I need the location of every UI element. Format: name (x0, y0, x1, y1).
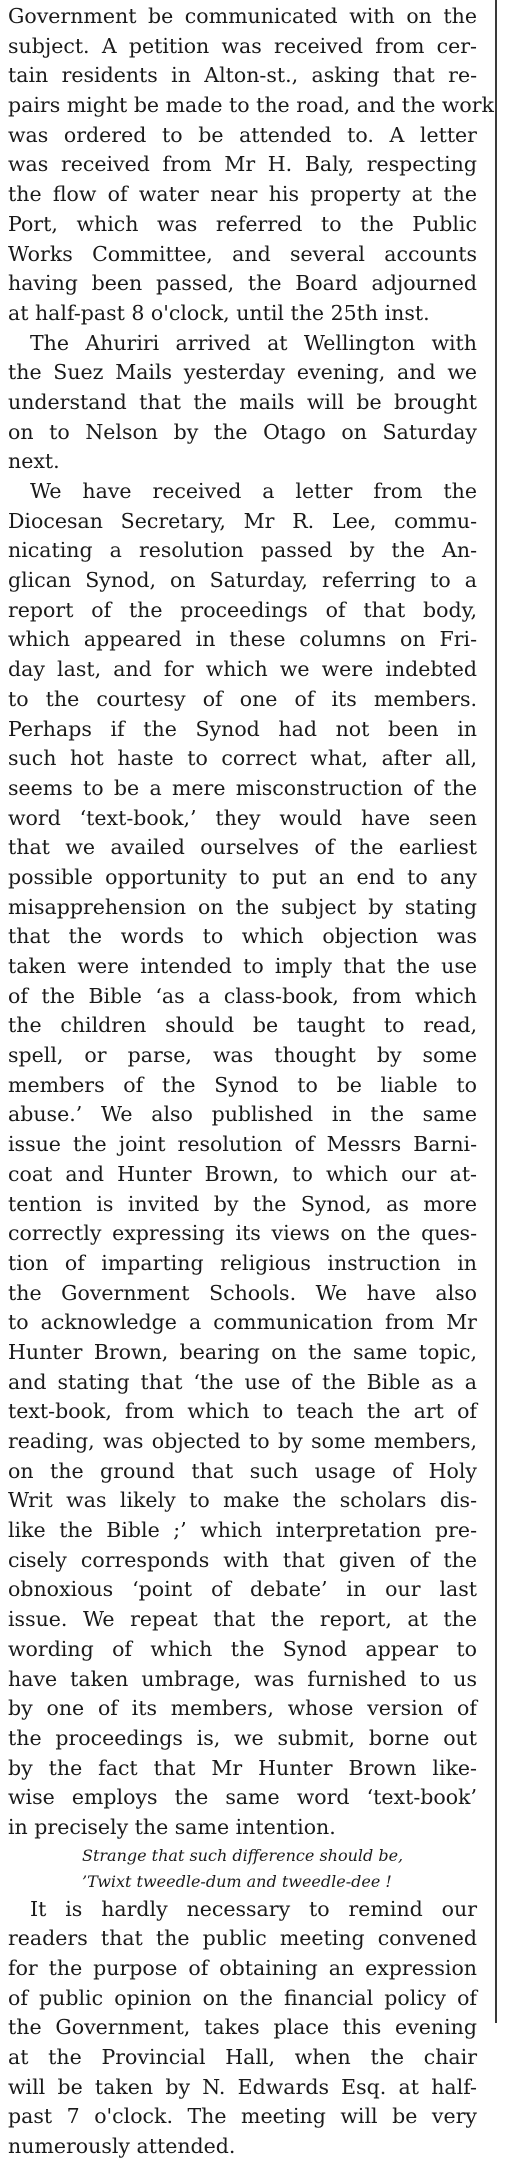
text-line: such hot haste to correct what, after all, (8, 746, 477, 771)
text-line: to the courtesy of one of its members. (8, 686, 477, 711)
text-line: wise employs the same word ‘text-book’ (8, 1785, 477, 1810)
text-line: coat and Hunter Brown, to which our at- (8, 1161, 477, 1186)
text-line: Port, which was referred to the Public (8, 211, 477, 236)
text-line: that we availed ourselves of the earliest (8, 835, 477, 860)
text-line: on to Nelson by the Otago on Saturday (8, 419, 477, 444)
text-line: obnoxious ‘point of debate’ in our last (8, 1577, 477, 1602)
text-line: subject. A petition was received from cer- (8, 33, 477, 58)
text-line: that the words to which objection was (8, 924, 477, 949)
text-line: in precisely the same intention. (8, 1814, 336, 1839)
text-line: report of the proceedings of that body, (8, 597, 477, 622)
text-line: the Suez Mails yesterday evening, and we (8, 360, 477, 385)
text-line: by the fact that Mr Hunter Brown like- (8, 1755, 477, 1780)
text-line: on the ground that such usage of Holy (8, 1458, 477, 1483)
text-line: Government be communicated with on the (8, 4, 477, 28)
text-line: glican Synod, on Saturday, referring to a (8, 568, 477, 593)
text-line: misapprehension on the subject by stating (8, 894, 477, 919)
text-line: numerously attended. (8, 2134, 236, 2159)
text-line: tain residents in Alton-st., asking that re- (8, 63, 477, 88)
text-line: the flow of water near his property at the (8, 182, 477, 207)
text-line: members of the Synod to be liable to (8, 1072, 477, 1097)
text-line: the Government Schools. We have also (8, 1280, 477, 1305)
text-line: spell, or parse, was thought by some (8, 1043, 477, 1068)
text-line: word ‘text-book,’ they would have seen (8, 805, 477, 830)
verse-quotation (8, 1843, 477, 1895)
verse-line: ’Twixt tweedle-dum and tweedle-dee ! (82, 1871, 392, 1891)
paragraph-synod-letter (8, 477, 477, 1843)
text-line: day last, and for which we were indebted (8, 657, 477, 682)
text-line: past 7 o'clock. The meeting will be very (8, 2104, 477, 2129)
text-line: of the Bible ‘as a class-book, from which (8, 983, 477, 1008)
text-line: tention is invited by the Synod, as more (8, 1191, 477, 1216)
text-line: abuse.’ We also published in the same (8, 1102, 477, 1127)
text-line: The Ahuriri arrived at Wellington with (30, 330, 477, 355)
text-line: reading, was objected to by some members, (8, 1429, 477, 1453)
text-line: issue the joint resolution of Messrs Barni- (8, 1132, 477, 1157)
text-line: Writ was likely to make the scholars dis- (8, 1488, 477, 1513)
text-line: at half-past 8 o'clock, until the 25th inst. (8, 300, 430, 325)
text-line: We have received a letter from the (30, 479, 477, 503)
paragraph-suez-mails (8, 329, 477, 477)
text-line: was ordered to be attended to. A letter (8, 122, 477, 147)
text-line: Diocesan Secretary, Mr R. Lee, commu- (8, 508, 477, 533)
text-line: of public opinion on the financial policy of (8, 1985, 477, 2010)
text-line: at the Provincial Hall, when the chair (8, 2045, 477, 2070)
text-line: which appeared in these columns on Fri- (8, 627, 477, 652)
text-line: Hunter Brown, bearing on the same topic, (8, 1339, 477, 1364)
text-line: correctly expressing its views on the ques- (8, 1221, 477, 1246)
text-line: next. (8, 449, 60, 474)
text-line: nicating a resolution passed by the An- (8, 538, 477, 563)
paragraph-public-meeting (8, 1895, 477, 2162)
column-rule (495, 0, 497, 2023)
text-line: like the Bible ;’ which interpretation pre- (8, 1518, 477, 1543)
paragraph-board-meeting (8, 2, 494, 329)
text-line: by one of its members, whose version of (8, 1696, 477, 1721)
text-line: issue. We repeat that the report, at the (8, 1607, 477, 1632)
text-line: seems to be a mere misconstruction of the (8, 775, 477, 800)
text-line: having been passed, the Board adjourned (8, 271, 477, 296)
text-line: the Government, takes place this evening (8, 2015, 477, 2040)
text-line: readers that the public meeting convened (8, 1926, 477, 1951)
text-line: It is hardly necessary to remind our (30, 1896, 477, 1921)
text-line: for the purpose of obtaining an expression (8, 1956, 477, 1980)
text-line: possible opportunity to put an end to any (8, 864, 477, 889)
text-line: text-book, from which to teach the art of (8, 1399, 477, 1424)
text-line: the proceedings is, we submit, borne out (8, 1725, 477, 1750)
text-line: have taken umbrage, was furnished to us (8, 1666, 477, 1691)
text-line: and stating that ‘the use of the Bible as a (8, 1369, 477, 1394)
text-line: will be taken by N. Edwards Esq. at half- (8, 2074, 477, 2099)
text-line: the children should be taught to read, (8, 1013, 477, 1038)
text-line: was received from Mr H. Baly, respecting (8, 152, 477, 177)
text-line: understand that the mails will be brought (8, 389, 477, 414)
text-line: Works Committee, and several accounts (8, 241, 477, 266)
verse-line: Strange that such difference should be, (82, 1845, 404, 1865)
text-line: to acknowledge a communication from Mr (8, 1310, 477, 1335)
text-line: Perhaps if the Synod had not been in (8, 716, 477, 741)
text-line: wording of which the Synod appear to (8, 1636, 477, 1661)
text-line: tion of imparting religious instruction in (8, 1250, 477, 1275)
text-line: pairs might be made to the road, and the work (8, 93, 494, 118)
text-line: cisely corresponds with that given of the (8, 1547, 477, 1572)
text-line: taken were intended to imply that the use (8, 954, 477, 978)
